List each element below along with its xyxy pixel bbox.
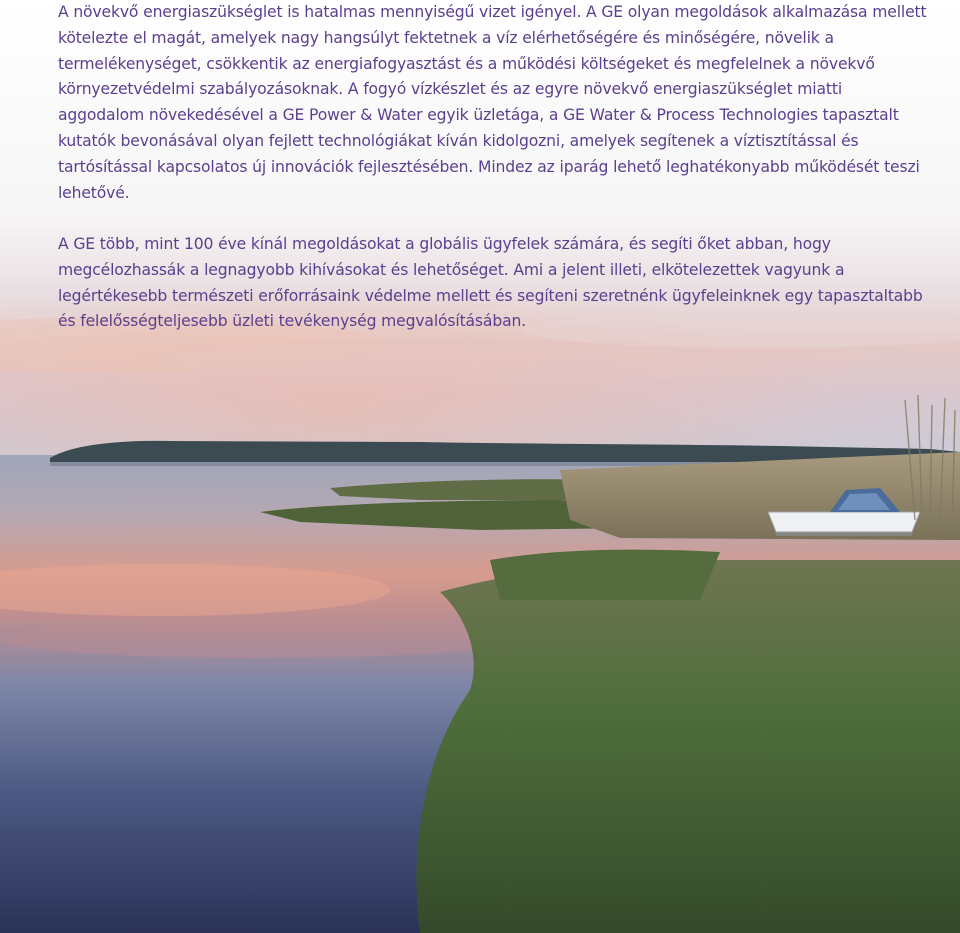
- paragraph-1: A növekvő energiaszükséglet is hatalmas mennyiségű vizet igényel. A GE olyan megoldások alkalmazása mellett kötelezte el magát, amelyek nagy hangsúlyt fektetnek a víz elérhetőségére és minőségére, növelik a termelékenységet, csökkentik az energiafogyasztást és a működési költségeket és megfelelnek a növekvő környezetvédelmi szabályozásoknak. A fogyó vízkészlet és az egyre növekvő energiaszükséglet miatti aggodalom növekedésével a GE Power & Water egyik üzletága, a GE Water & Process Technologies tapasztalt kutatók bevonásával olyan fejlett technológiákat kíván kidolgozni, amelyek segítenek a víztisztítással és tartósítással kapcsolatos új innovációk fejlesztésében. Mindez az iparág lehető leghatékonyabb működését teszi lehetővé.: [58, 3, 927, 202]
- body-text: [58, 0, 928, 335]
- paragraph-2: A GE több, mint 100 éve kínál megoldásokat a globális ügyfelek számára, és segíti őket abban, hogy megcélozhassák a legnagyobb kihívásokat és lehetőséget. Ami a jelent illeti, elkötelezettek vagyunk a legértékesebb természeti erőforrásaink védelme mellett és segíteni szeretnénk ügyfeleinknek egy tapasztaltabb és felelősségteljesebb üzleti tevékenység megvalósításában.: [58, 234, 923, 331]
- reed-bed-near: [417, 560, 960, 933]
